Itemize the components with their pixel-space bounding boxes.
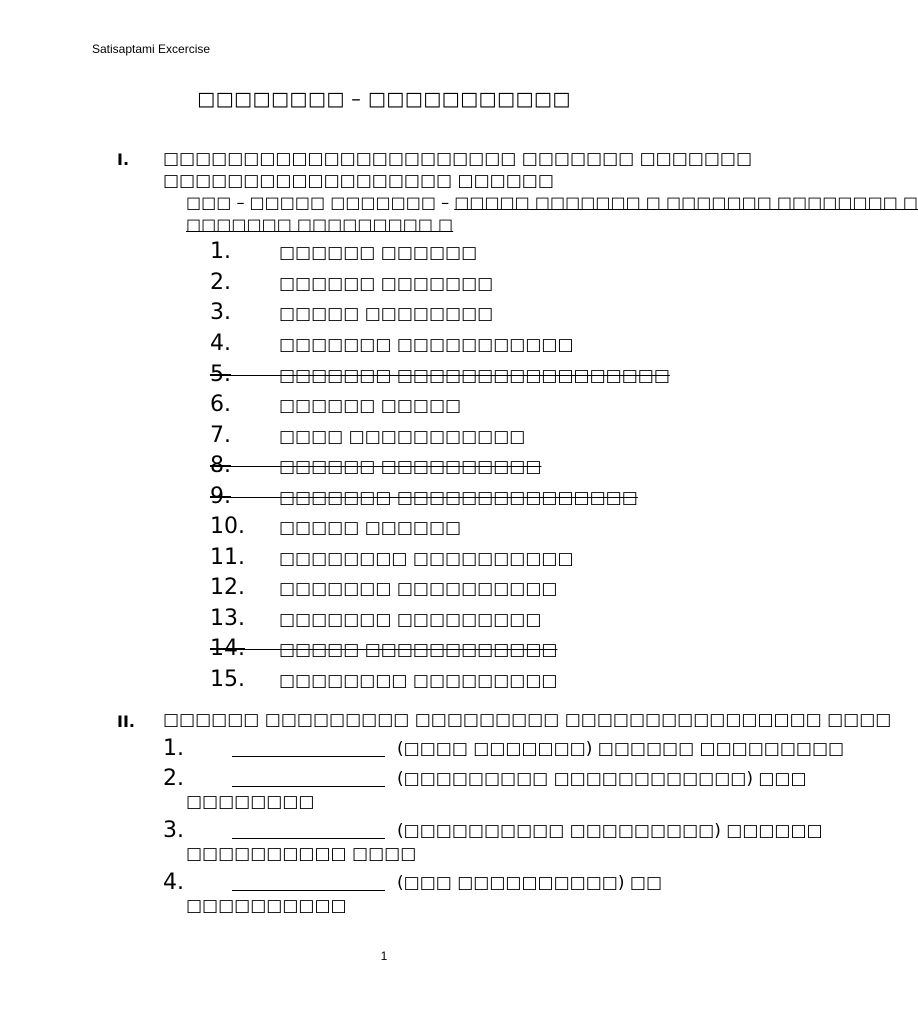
answer-blank[interactable] bbox=[232, 756, 385, 757]
list-item-text: □□□□ □□□□□□□□□□□ bbox=[279, 427, 526, 447]
list-item-text: □□□□□ □□□□□□□□□□□□ bbox=[279, 640, 558, 660]
section-1-instruction-line-2: □□□□□□□□□□□□□□□□□□ □□□□□□ bbox=[163, 171, 554, 191]
answer-blank[interactable] bbox=[232, 890, 385, 891]
example-answer-part-2: □□□□□□□ □□□□□□□□□ □ bbox=[186, 215, 454, 234]
example-answer-part-1: □□□□□ □□□□□□□ □ □□□□□□□ □□□□□□□□ □ bbox=[454, 193, 918, 212]
list-item-number: 11. bbox=[210, 545, 245, 570]
exercise-prompt-continuation: □□□□□□□□□□ □□□□ bbox=[186, 844, 417, 864]
list-item-number: 7. bbox=[210, 423, 231, 448]
list-item-text: □□□□□□ □□□□□□□ bbox=[279, 274, 494, 294]
section-2-instruction: □□□□□□ □□□□□□□□□ □□□□□□□□□ □□□□□□□□□□□□□□□□ □□□□ bbox=[163, 710, 892, 730]
list-item-text: □□□□□ □□□□□□□□ bbox=[279, 304, 494, 324]
list-item-number: 9. bbox=[210, 484, 231, 509]
exercise-prompt: (□□□□□□□□□ □□□□□□□□□□□□) □□□ bbox=[397, 769, 807, 789]
list-item-number: 10. bbox=[210, 514, 245, 539]
list-item-number: 8. bbox=[210, 453, 231, 478]
list-item-number: 2. bbox=[210, 270, 231, 295]
exercise-prompt-continuation: □□□□□□□□ bbox=[186, 792, 315, 812]
exercise-number: 4. bbox=[163, 870, 184, 895]
exercise-prompt-continuation: □□□□□□□□□□ bbox=[186, 896, 347, 916]
exercise-number: 1. bbox=[163, 736, 184, 761]
list-item-text: □□□□□□□ □□□□□□□□□□ bbox=[279, 579, 558, 599]
example-prefix: □□□ – □□□□□ □□□□□□□ – bbox=[186, 193, 450, 212]
exercise-prompt: (□□□□□□□□□□ □□□□□□□□□) □□□□□□ bbox=[397, 821, 823, 841]
answer-blank[interactable] bbox=[232, 838, 385, 839]
list-item-text: □□□□□□ □□□□□ bbox=[279, 396, 462, 416]
list-item-text: □□□□□□□□ □□□□□□□□□□ bbox=[279, 549, 574, 569]
strikethrough-line bbox=[210, 375, 280, 376]
answer-blank[interactable] bbox=[232, 786, 385, 787]
list-item-text: □□□□□ □□□□□□ bbox=[279, 518, 462, 538]
list-item-number: 4. bbox=[210, 331, 231, 356]
running-header: Satisaptami Excercise bbox=[92, 42, 211, 56]
list-item-number: 3. bbox=[210, 300, 231, 325]
example-line-1 bbox=[186, 191, 918, 214]
strikethrough-line bbox=[210, 466, 280, 467]
list-item-text: □□□□□□□ □□□□□□□□□ bbox=[279, 610, 542, 630]
list-item-number: 13. bbox=[210, 606, 245, 631]
list-item-number: 5. bbox=[210, 362, 231, 387]
strikethrough-line bbox=[210, 497, 280, 498]
list-item-text: □□□□□□ □□□□□□□□□□ bbox=[279, 457, 542, 477]
page-number: 1 bbox=[380, 949, 388, 963]
exercise-number: 3. bbox=[163, 818, 184, 843]
page-title: □□□□□□□□ – □□□□□□□□□□□ bbox=[197, 88, 571, 110]
list-item-number: 1. bbox=[210, 239, 231, 264]
list-item-text: □□□□□□ □□□□□□ bbox=[279, 243, 478, 263]
list-item-number: 15. bbox=[210, 667, 245, 692]
section-1-instruction-line-1: □□□□□□□□□□□□□□□□□□□□□□ □□□□□□□ □□□□□□□ bbox=[163, 149, 753, 169]
list-item-text: □□□□□□□□ □□□□□□□□□ bbox=[279, 671, 558, 691]
list-item-number: 12. bbox=[210, 575, 245, 600]
list-item-number: 6. bbox=[210, 392, 231, 417]
strikethrough-line bbox=[210, 649, 280, 650]
exercise-number: 2. bbox=[163, 766, 184, 791]
list-item-text: □□□□□□□ □□□□□□□□□□□□□□□□□ bbox=[279, 366, 670, 386]
list-item-number: 14. bbox=[210, 636, 245, 661]
list-item-text: □□□□□□□ □□□□□□□□□□□□□□□ bbox=[279, 488, 638, 508]
exercise-prompt: (□□□□ □□□□□□□) □□□□□□ □□□□□□□□□ bbox=[397, 739, 845, 759]
list-item-text: □□□□□□□ □□□□□□□□□□□ bbox=[279, 335, 574, 355]
section-1-numeral: I. bbox=[117, 150, 130, 169]
section-2-numeral: II. bbox=[117, 712, 135, 731]
exercise-prompt: (□□□ □□□□□□□□□□) □□ bbox=[397, 873, 663, 893]
